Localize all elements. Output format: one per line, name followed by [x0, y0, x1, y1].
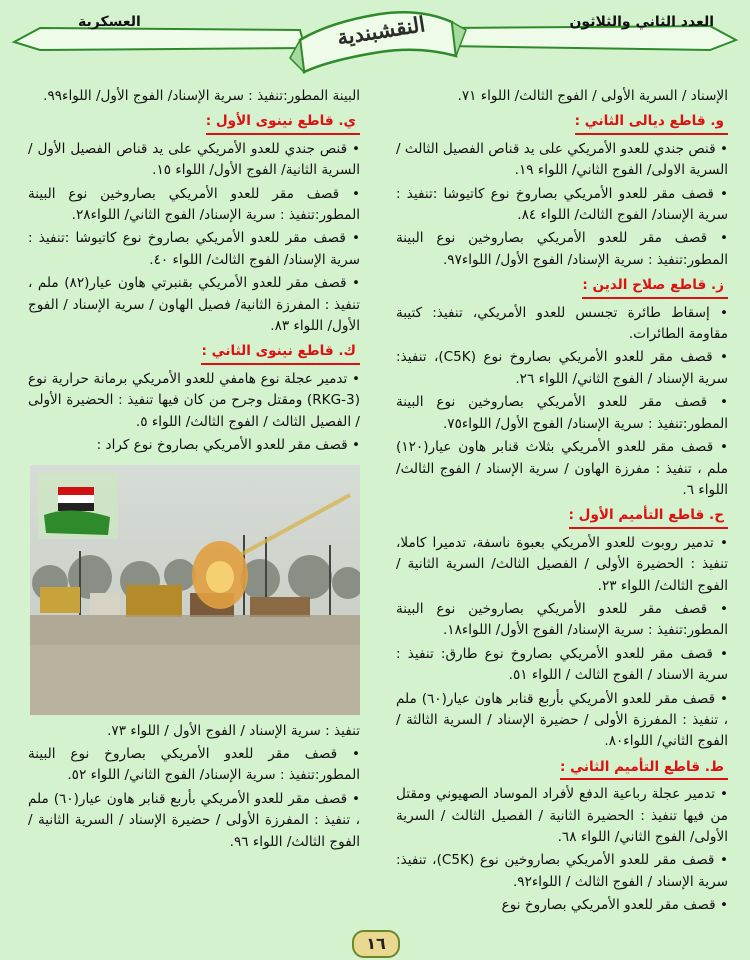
- report-item: • قصف مقر للعدو الأمريكي بصاروخين نوع البينة المطور:تنفيذ : سرية الإسناد/ الفوج الأول/ اللواء١٨.: [396, 599, 728, 642]
- ribbon-left-tail: [14, 28, 305, 50]
- continued-text: تنفيذ : سرية الإسناد / الفوج الأول / اللواء ٧٣.: [107, 722, 360, 739]
- section-heading: ح. قاطع التأميم الأول :: [569, 505, 729, 528]
- section-heading: ط. قاطع التأميم الثاني :: [560, 757, 728, 780]
- report-item: • تدمير عجلة نوع هامفي للعدو الأمريكي برمانة حرارية نوع (RKG-3) ومقتل وجرح من كان فيها تنفيذ : الحضيرة الأولى / الفصيل الثالث / الفوج الثالث/ اللواء ٥.: [28, 369, 360, 433]
- report-item: • قصف مقر للعدو الأمريكي بصاروخين نوع البينة المطور:تنفيذ : سرية الإسناد/ الفوج الثاني/ اللواء٢٨.: [28, 184, 360, 227]
- section-heading: ك. قاطع نينوى الثاني :: [201, 341, 360, 364]
- report-item: • قصف مقر للعدو الأمريكي بصاروخ نوع: [396, 895, 728, 916]
- insignia-map-icon: [38, 473, 118, 539]
- report-item: • قصف مقر للعدو الأمريكي بصاروخين نوع البينة المطور:تنفيذ : سرية الإسناد/ الفوج الأول/ اللواء٧٥.: [396, 392, 728, 435]
- magazine-title: النقشبندية: [335, 11, 427, 50]
- photo-illustration: [30, 465, 360, 715]
- battle-photo: [30, 465, 360, 715]
- page-number: ١٦: [352, 930, 400, 958]
- report-item: • قصف مقر للعدو الأمريكي بصاروخ نوع كاتيوشا :تنفيذ : سرية الإسناد/ الفوج الثالث/ اللواء ٨٤.: [396, 184, 728, 227]
- report-item: • قصف مقر للعدو الأمريكي بأربع قنابر هاون عيار(٦٠) ملم ، تنفيذ : المفرزة الأولى / حضيرة الإسناد / السرية الثانية / الفوج الثالث/ اللواء ٩٦.: [28, 789, 360, 853]
- report-item: • قصف مقر للعدو الأمريكي بصاروخ نوع البينة المطور:تنفيذ : سرية الإسناد/ الفوج الثاني/ اللواء ٥٢.: [28, 744, 360, 787]
- section-heading: ي. قاطع نينوى الأول :: [206, 111, 360, 134]
- report-item: • قصف مقر للعدو الأمريكي بصاروخ نوع كراد :: [28, 435, 360, 456]
- report-item: • قنص جندي للعدو الأمريكي على يد قناص الفصيل الثالث / السرية الاولى/ الفوج الثاني/ اللواء ١٩.: [396, 139, 728, 182]
- report-item: • قصف مقر للعدو الأمريكي بثلاث قنابر هاون عيار(١٢٠) ملم ، تنفيذ : مفرزة الهاون / سرية الإسناد / الفوج الثالث/ اللواء ٦.: [396, 437, 728, 501]
- report-item: • قصف مقر للعدو الأمريكي بصاروخ نوع كاتيوشا :تنفيذ : سرية الإسناد/ الفوج الثالث/ اللواء ٤٠.: [28, 228, 360, 271]
- right-column: [396, 86, 728, 919]
- report-item: • قصف مقر للعدو الأمريكي بصاروخ نوع (C5K)، تنفيذ: سرية الإسناد / الفوج الثاني/ اللواء ٢٦.: [396, 347, 728, 390]
- continued-text: البينة المطور:تنفيذ : سرية الإسناد/ الفوج الأول/ اللواء٩٩.: [43, 88, 360, 104]
- header-section-label: العسكرية: [78, 14, 141, 30]
- report-item: • قصف مقر للعدو الأمريكي بصاروخ نوع طارق: تنفيذ : سرية الاسناد / الفوج الثالث / اللواء ٥١.: [396, 644, 728, 687]
- report-item: • قصف مقر للعدو الأمريكي بأربع قنابر هاون عيار(٦٠) ملم ، تنفيذ : المفرزة الأولى / حضيرة الإسناد / السرية الثالثة / الفوج الثاني/ اللواء٨٠.: [396, 689, 728, 753]
- report-item: • إسقاط طائرة تجسس للعدو الأمريكي، تنفيذ: كتيبة مقاومة الطائرات.: [396, 303, 728, 346]
- report-item: • قنص جندي للعدو الأمريكي على يد قناص الفصيل الأول / السرية الثانية/ الفوج الأول/ اللواء ١٥.: [28, 139, 360, 182]
- report-item: • تدمير روبوت للعدو الأمريكي بعبوة ناسفة، تدميرا كاملا، تنفيذ : الحضيرة الأولى / الفصيل الثالث/ السرية الثانية / الفوج الثالث/ اللواء ٢٣.: [396, 533, 728, 597]
- report-item: • قصف مقر للعدو الأمريكي بصاروخين نوع (C5K)، تنفيذ: سرية الإسناد / الفوج الثالث / اللواء٩٢.: [396, 850, 728, 893]
- report-item: • قصف مقر للعدو الأمريكي بصاروخين نوع البينة المطور:تنفيذ : سرية الإسناد/ الفوج الأول/ اللواء٩٧.: [396, 228, 728, 271]
- section-heading: و. قاطع ديالى الثاني :: [575, 111, 728, 134]
- left-column: [28, 86, 360, 855]
- continued-text: الإسناد / السرية الأولى / الفوج الثالث/ اللواء ٧١.: [457, 88, 728, 104]
- report-item: • قصف مقر للعدو الأمريكي بقنبرتي هاون عيار(٨٢) ملم ، تنفيذ : المفرزة الثانية/ فصيل الهاون / سرية الإسناد / الفوج الأول/ اللواء ٨٣.: [28, 273, 360, 337]
- report-item: • تدمير عجلة رباعية الدفع لأفراد الموساد الصهيوني ومقتل من فيها تنفيذ : الحضيرة الثانية / الفصيل الثالث / السرية الأولى/ الفوج الثاني/ اللواء ٦٨.: [396, 784, 728, 848]
- header-issue-label: العدد الثاني والثلاثون: [569, 14, 714, 30]
- section-heading: ز. قاطع صلاح الدين :: [582, 275, 728, 298]
